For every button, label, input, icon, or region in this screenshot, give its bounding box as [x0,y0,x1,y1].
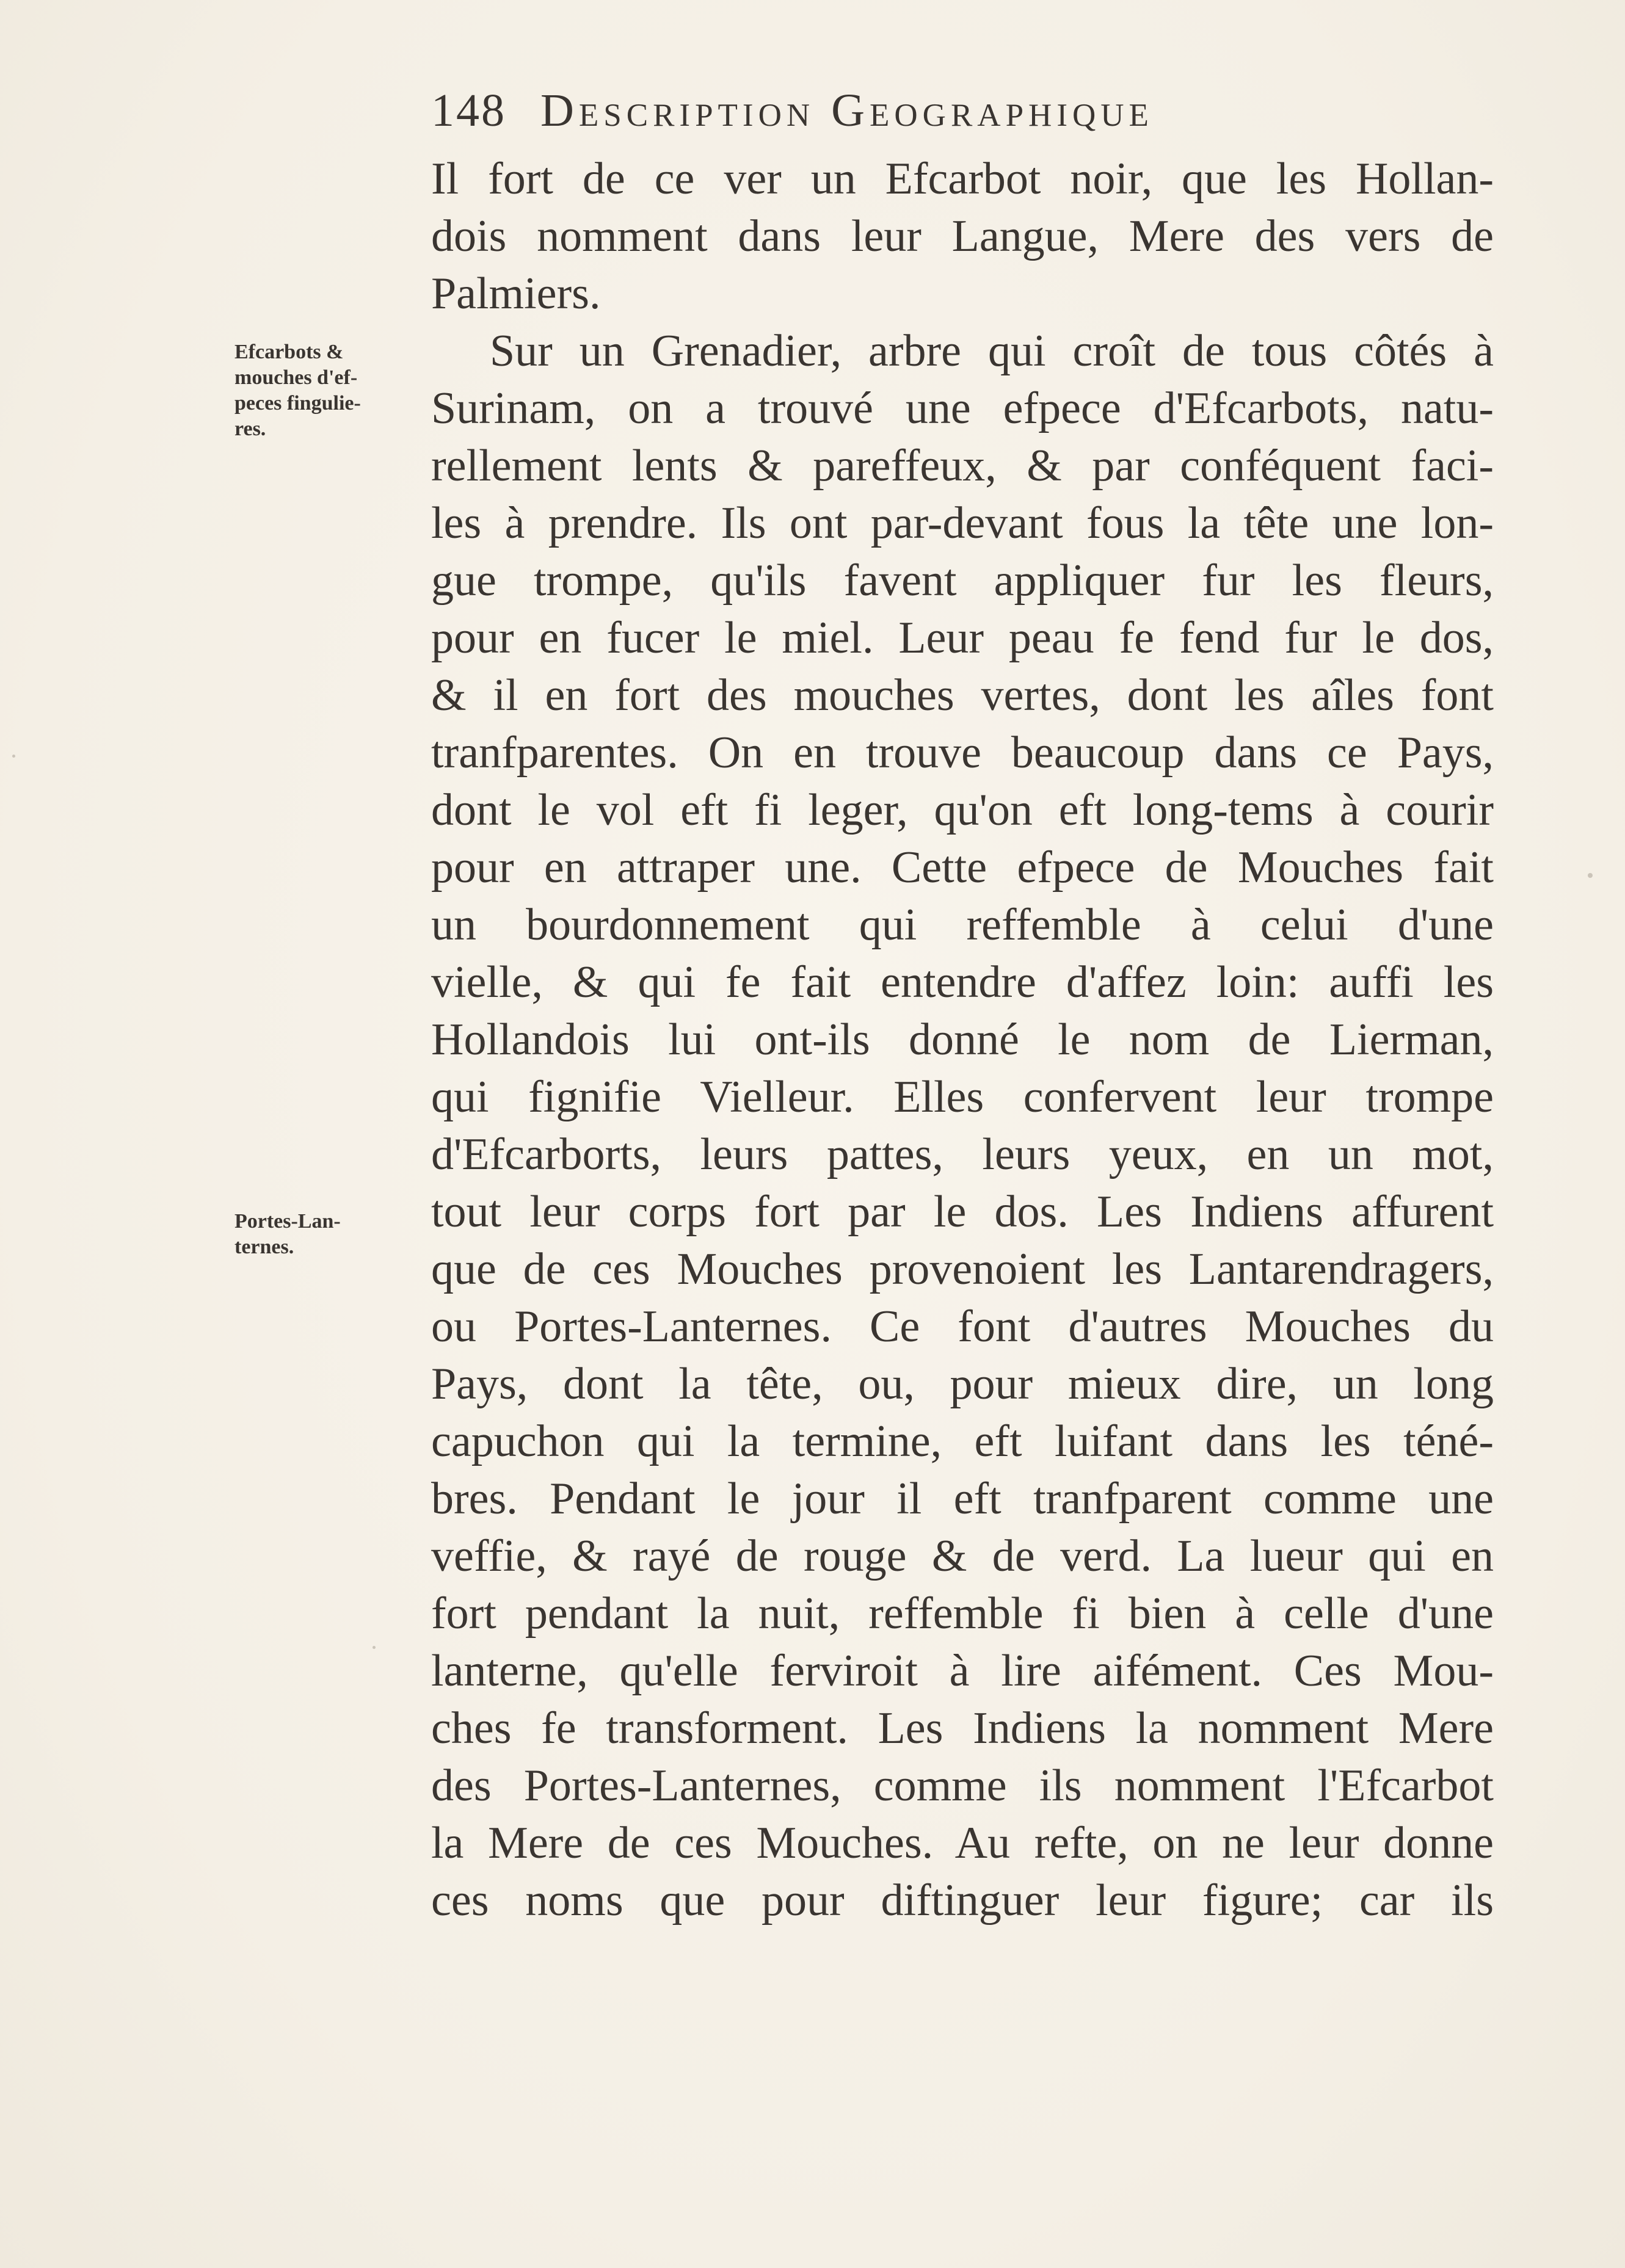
text-line: ou Portes-Lanternes. Ce font d'autres Mouches du [431,1302,1494,1352]
text-line: pour en fucer le miel. Leur peau fe fend fur le dos, [431,613,1494,663]
text-line: Surinam, on a trouvé une efpece d'Efcarbots, natu- [431,383,1494,433]
text-line: les à prendre. Ils ont par-devant fous la tête une lon- [431,498,1494,548]
text-line: bres. Pendant le jour il eft tranfparent comme une [431,1474,1494,1524]
text-line: d'Efcarborts, leurs pattes, leurs yeux, en un mot, [431,1129,1494,1179]
margin-note-line: Portes-Lan- [234,1210,341,1233]
text-line: qui fignifie Vielleur. Elles confervent leur trompe [431,1072,1494,1122]
text-line: capuchon qui la termine, eft luifant dans les téné- [431,1416,1494,1466]
running-title: Description Geographique [540,85,1154,136]
text-line: tout leur corps fort par le dos. Les Indiens affurent [431,1187,1494,1237]
paper-speck [1588,873,1593,878]
page-number: 148 [431,85,506,136]
text-line: des Portes-Lanternes, comme ils nomment l'Efcarbot [431,1761,1494,1811]
text-line: lanterne, qu'elle ferviroit à lire aifément. Ces Mou- [431,1646,1494,1696]
text-line: rellement lents & pareffeux, & par conféquent faci- [431,441,1494,491]
text-line: pour en attraper une. Cette efpece de Mouches fait [431,842,1494,893]
margin-note-line: Efcarbots & [234,341,344,363]
text-line: la Mere de ces Mouches. Au refte, on ne leur donne [431,1818,1494,1868]
text-line: vielle, & qui fe fait entendre d'affez loin: auffi les [431,957,1494,1007]
margin-note-line: peces fingulie- [234,392,361,415]
text-line: Palmiers. [431,269,601,319]
paper-speck [12,755,15,758]
paragraph-start: Sur un Grenadier, arbre qui croît de tous côtés à [490,326,1494,376]
text-line: Il fort de ce ver un Efcarbot noir, que les Hollan- [431,154,1494,204]
text-line: ces noms que pour diftinguer leur figure; car ils [431,1875,1494,1926]
text-line: tranfparentes. On en trouve beaucoup dans ce Pays, [431,728,1494,778]
margin-note-line: mouches d'ef- [234,366,358,389]
text-line: que de ces Mouches provenoient les Lantarendragers, [431,1244,1494,1294]
text-line: ches fe transforment. Les Indiens la nomment Mere [431,1703,1494,1753]
paper-speck [373,1646,376,1649]
text-line: Hollandois lui ont-ils donné le nom de Lierman, [431,1015,1494,1065]
running-header [431,84,1154,137]
margin-note-line: res. [234,418,266,440]
text-line: dont le vol eft fi leger, qu'on eft long-tems à courir [431,785,1494,835]
margin-note-lantern-flies [234,1209,341,1260]
margin-note-line: ternes. [234,1236,294,1258]
text-line: Pays, dont la tête, ou, pour mieux dire, un long [431,1359,1494,1409]
text-line: fort pendant la nuit, reffemble fi bien à celle d'une [431,1589,1494,1639]
text-line: un bourdonnement qui reffemble à celui d'une [431,900,1494,950]
text-line: veffie, & rayé de rouge & de verd. La lueur qui en [431,1531,1494,1581]
body-text [431,150,1494,1929]
margin-note-beetles [234,339,361,442]
text-line: dois nomment dans leur Langue, Mere des vers de [431,211,1494,261]
text-line: & il en fort des mouches vertes, dont les aîles font [431,670,1494,720]
text-line: gue trompe, qu'ils favent appliquer fur les fleurs, [431,556,1494,606]
